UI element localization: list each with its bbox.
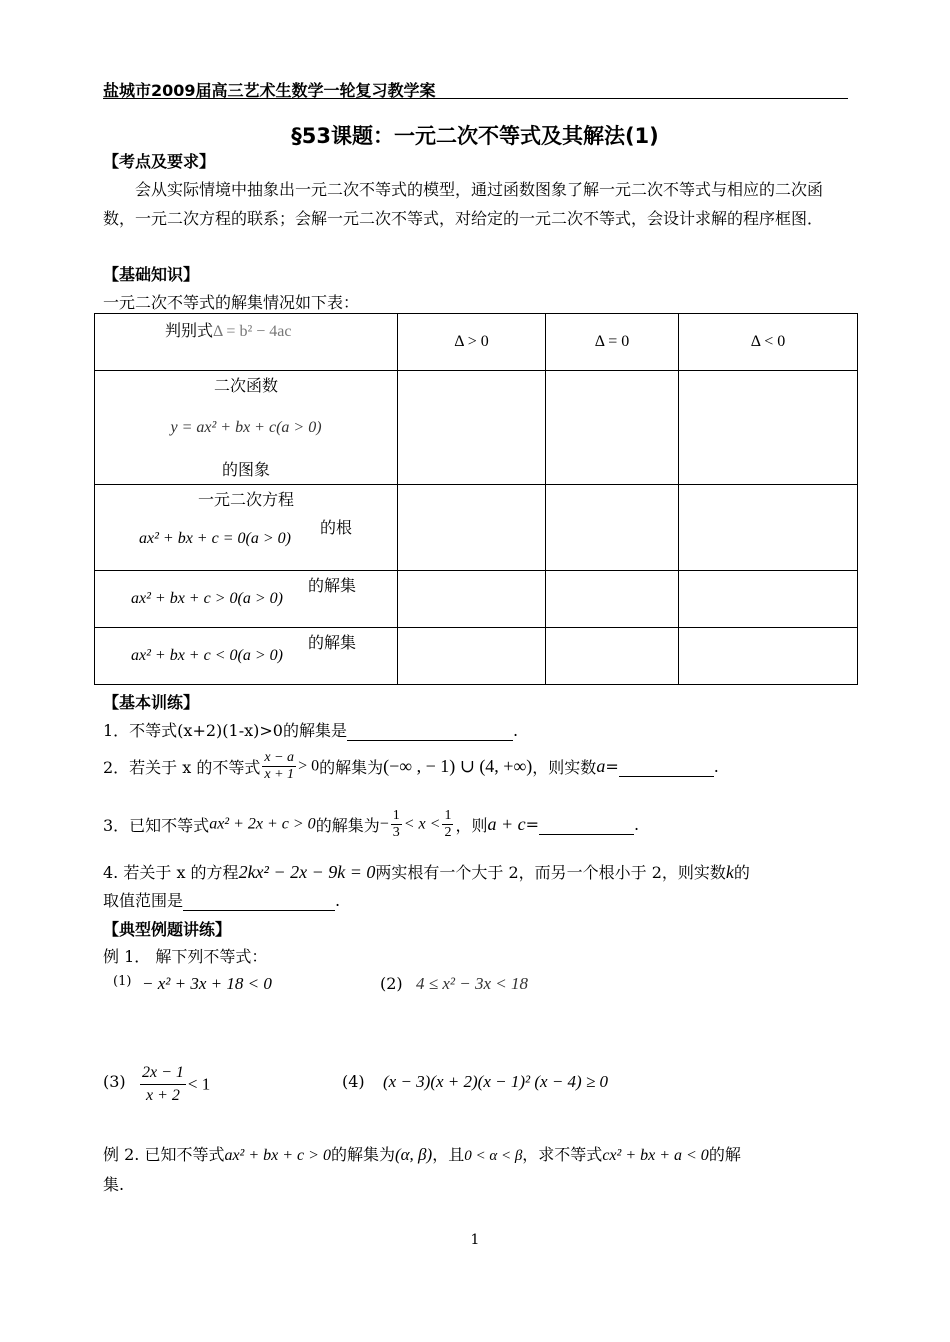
- discriminant-formula: Δ = b² − 4ac: [213, 323, 292, 340]
- problem-2-end: .: [713, 757, 719, 776]
- problem-3-f1-den: 3: [392, 825, 400, 840]
- problem-3-pre: 3．已知不等式: [103, 816, 210, 835]
- problem-2: [103, 750, 719, 783]
- row-quadratic-equation: [95, 485, 398, 571]
- page-number: 1: [470, 1232, 480, 1248]
- basics-intro: 一元二次不等式的解集情况如下表：: [103, 293, 360, 312]
- problem-4-var: k: [725, 862, 734, 882]
- problem-4-blank: [183, 891, 335, 911]
- example-2-tail: 的解: [708, 1145, 741, 1164]
- problem-4-post: 的: [733, 863, 750, 882]
- discriminant-label: 判别式: [165, 321, 214, 340]
- example-2-ineq: ax² + bx + c > 0: [224, 1147, 331, 1164]
- example-1-2: 4 ≤ x² − 3x < 18: [416, 974, 528, 993]
- problem-2-blank: [619, 757, 714, 777]
- row-quadratic-function: [95, 371, 398, 485]
- problem-3-fraction-1: [391, 808, 402, 841]
- problem-3: [103, 808, 639, 841]
- header-discriminant-cell: [95, 314, 398, 371]
- problem-3-ineq: ax² + 2x + c > 0: [209, 815, 316, 833]
- training-heading: 【基本训练】: [103, 693, 200, 712]
- cell-lt-neg: [679, 628, 858, 685]
- basics-heading: 【基础知识】: [103, 265, 200, 284]
- example-2-line-2: 集.: [103, 1175, 125, 1194]
- problem-3-post: ，则: [455, 816, 488, 835]
- problem-3-expr: a + c: [487, 814, 526, 834]
- problem-4-eq: 2kx² − 2x − 9k = 0: [238, 862, 376, 882]
- problem-3-blank: [539, 815, 634, 835]
- row2-suffix: 的根: [320, 518, 353, 537]
- example-1-3-label: (3): [103, 1072, 126, 1091]
- requirements-text: 会从实际情境中抽象出一元二次不等式的模型，通过函数图象了解一元二次不等式与相应的二次函数，一元二次方程的联系；会解一元二次不等式，对给定的一元二次不等式，会设计求解的程序框图．: [103, 180, 824, 228]
- problem-2-eq: =: [605, 757, 619, 776]
- problem-1-text: 1．不等式(x+2)(1-x)>0的解集是: [103, 721, 347, 740]
- cell-lt-pos: [398, 628, 546, 685]
- row-greater-than-solution: [95, 571, 398, 628]
- cell-roots-zero: [546, 485, 679, 571]
- row4-suffix: 的解集: [308, 633, 357, 652]
- example-1-label: 例 1． 解下列不等式：: [103, 947, 268, 966]
- example-2-post: ，求不等式: [522, 1145, 603, 1164]
- problem-1: [103, 718, 518, 741]
- problem-2-pre: 2．若关于 x 的不等式: [103, 758, 261, 777]
- problem-2-post: ，则实数: [532, 758, 597, 777]
- example-2-cond: 0 < α < β: [464, 1148, 523, 1164]
- cell-lt-zero: [546, 628, 679, 685]
- problem-3-eq: =: [525, 815, 539, 834]
- example-1-1-label: (1): [113, 974, 132, 989]
- example-1-4-label: (4): [342, 1072, 365, 1091]
- row1-formula: y = ax² + bx + c(a > 0): [170, 418, 322, 436]
- problem-4-pre: 4. 若关于 x 的方程: [103, 863, 239, 882]
- problem-3-f2-den: 2: [444, 825, 452, 840]
- problem-2-var: a: [596, 756, 606, 776]
- problem-3-f2-num: 1: [444, 808, 452, 823]
- problem-3-f1-num: 1: [392, 808, 400, 823]
- example-1-3: [138, 1062, 210, 1107]
- problem-3-fraction-2: [442, 808, 453, 841]
- example-2-mid: 的解集为: [330, 1145, 395, 1164]
- problem-4-line-2: [103, 888, 340, 911]
- cell-roots-neg: [679, 485, 858, 571]
- problem-2-gt: > 0: [298, 757, 320, 775]
- problem-4-end: .: [335, 891, 341, 910]
- problem-2-mid: 的解集为: [319, 758, 384, 777]
- row3-formula: ax² + bx + c > 0(a > 0): [131, 590, 283, 607]
- problem-2-set: (−∞ , − 1) ∪ (4, +∞): [383, 756, 533, 776]
- row1-line1: 二次函数: [213, 375, 278, 395]
- row1-line3: 的图象: [221, 459, 270, 479]
- cell-gt-neg: [679, 571, 858, 628]
- problem-4-line-1: [103, 860, 750, 883]
- problem-1-end: .: [512, 721, 519, 740]
- solution-table: [94, 313, 858, 685]
- problem-3-end: .: [634, 815, 640, 834]
- example-1-2-label: (2): [380, 974, 403, 993]
- row4-formula: ax² + bx + c < 0(a > 0): [131, 647, 283, 664]
- problem-3-lt: < x <: [403, 815, 441, 833]
- problem-2-denominator: x + 1: [264, 767, 295, 782]
- row2-formula: ax² + bx + c = 0(a > 0): [139, 530, 291, 547]
- cell-graph-zero: [546, 371, 679, 485]
- cell-graph-neg: [679, 371, 858, 485]
- requirements-heading: 【考点及要求】: [103, 152, 216, 171]
- page-title: §53课题：一元二次不等式及其解法(1): [291, 124, 659, 148]
- example-2-set: (α, β): [394, 1145, 433, 1164]
- header-rule: [103, 98, 848, 99]
- row3-suffix: 的解集: [308, 576, 357, 595]
- cell-gt-zero: [546, 571, 679, 628]
- cell-roots-pos: [398, 485, 546, 571]
- example-2-line-1: [103, 1142, 741, 1165]
- examples-heading: 【典型例题讲练】: [103, 920, 232, 939]
- example-2-cond-pre: ，且: [432, 1145, 465, 1164]
- problem-4-line2-text: 取值范围是: [103, 891, 184, 910]
- row-less-than-solution: [95, 628, 398, 685]
- example-1-3-fraction: [140, 1062, 186, 1107]
- col-delta-positive: Δ > 0: [398, 314, 546, 371]
- cell-gt-pos: [398, 571, 546, 628]
- example-1-4: (x − 3)(x + 2)(x − 1)² (x − 4) ≥ 0: [383, 1072, 609, 1091]
- example-1-3-denominator: x + 2: [146, 1087, 180, 1104]
- cell-graph-pos: [398, 371, 546, 485]
- problem-3-mid: 的解集为: [315, 816, 380, 835]
- problem-2-numerator: x − a: [264, 750, 295, 765]
- col-delta-zero: Δ = 0: [546, 314, 679, 371]
- problem-2-fraction: [262, 750, 296, 783]
- col-delta-negative: Δ < 0: [679, 314, 858, 371]
- example-1-3-numerator: 2x − 1: [140, 1062, 186, 1085]
- problem-1-blank: [347, 721, 513, 741]
- row2-line1: 一元二次方程: [197, 490, 294, 509]
- example-1-3-rhs: < 1: [187, 1074, 211, 1094]
- problem-4-mid: 两实根有一个大于 2，而另一个根小于 2，则实数: [375, 863, 726, 882]
- document-header: 盐城市2009届高三艺术生数学一轮复习教学案: [103, 81, 436, 100]
- example-2-ineq-2: cx² + bx + a < 0: [602, 1147, 709, 1164]
- example-2-pre: 例 2. 已知不等式: [103, 1145, 225, 1164]
- problem-3-minus: −: [379, 815, 389, 833]
- example-1-1: − x² + 3x + 18 < 0: [142, 974, 272, 993]
